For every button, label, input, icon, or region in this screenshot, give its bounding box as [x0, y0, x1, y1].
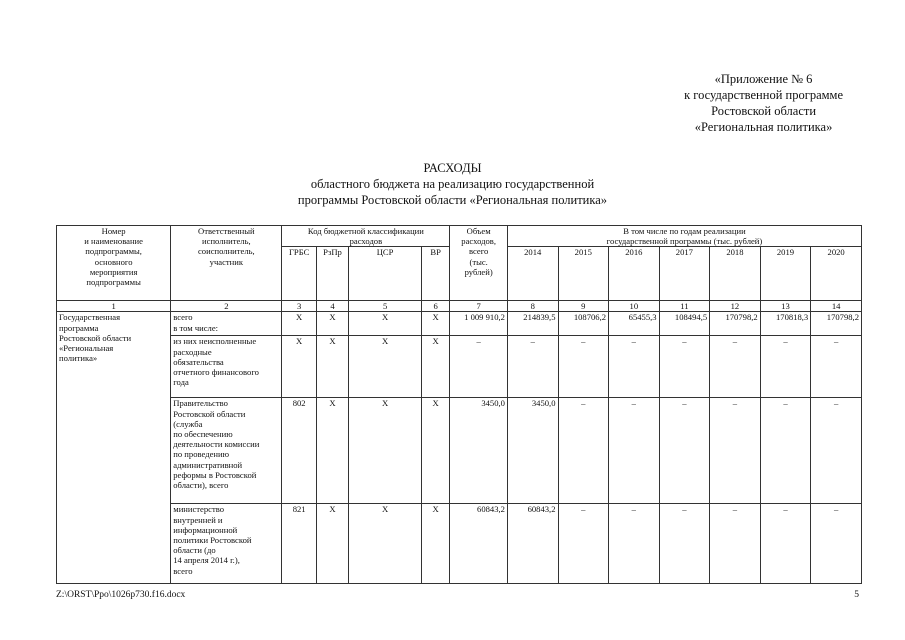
program-name-line: Государственная [59, 312, 121, 323]
executor-line: в том числе: [173, 322, 219, 333]
year-value-cell: – [811, 504, 862, 584]
header-year: 2020 [811, 247, 862, 301]
column-number-row [57, 301, 862, 312]
executor-line: Ростовской области [173, 408, 246, 419]
header-rzpr: РзПр [316, 247, 348, 301]
header-executor-line: соисполнитель, [197, 246, 255, 257]
year-value-cell: – [760, 504, 811, 584]
total-cell: 1 009 910,2 [450, 312, 508, 336]
executor-line: области), всего [173, 480, 229, 491]
column-number: 9 [558, 301, 609, 312]
executor-line: реформы в Ростовской [173, 469, 257, 480]
year-value-cell: – [609, 336, 660, 398]
year-value-cell: 170798,2 [710, 312, 761, 336]
year-value-cell: – [609, 504, 660, 584]
header-year: 2014 [507, 247, 558, 301]
executor-cell [171, 312, 282, 336]
executor-line: всего [173, 312, 193, 323]
executor-line: внутренней и [173, 514, 223, 525]
column-number: 11 [659, 301, 710, 312]
year-value-cell: – [558, 504, 609, 584]
header-year: 2017 [659, 247, 710, 301]
year-value-cell: – [760, 398, 811, 504]
header-vr: ВР [421, 247, 449, 301]
executor-line: года [173, 377, 189, 388]
table-row [57, 336, 862, 398]
header-volume [450, 226, 508, 301]
table-row [57, 504, 862, 584]
program-name [57, 312, 171, 584]
table-row [57, 312, 862, 336]
executor-cell [171, 504, 282, 584]
executor-line: по обеспечению [173, 429, 233, 440]
executor-line: (служба [173, 418, 203, 429]
total-cell: 60843,2 [450, 504, 508, 584]
executor-line: всего [173, 565, 193, 576]
code-grbs-cell: 821 [282, 504, 316, 584]
appendix-line: «Региональная политика» [694, 120, 833, 134]
code-vr-cell: Х [421, 312, 449, 336]
header-csr: ЦСР [349, 247, 422, 301]
code-csr-cell: Х [349, 504, 422, 584]
header-years-line: В том числе по годам реализации [623, 226, 746, 236]
header-volume-line: расходов, [461, 236, 496, 247]
executor-cell [171, 398, 282, 504]
header-years-group [507, 226, 861, 247]
appendix-line: «Приложение № 6 [714, 72, 813, 86]
executor-line: политики Ростовской [173, 535, 252, 546]
year-value-cell: – [811, 398, 862, 504]
header-name-line: Номер [101, 226, 126, 236]
code-csr-cell: Х [349, 312, 422, 336]
header-name-line: мероприятия [89, 266, 138, 277]
year-value-cell: – [609, 398, 660, 504]
program-name-line: политика» [59, 353, 98, 364]
title-line: РАСХОДЫ [423, 161, 482, 175]
header-name-line: и наименование [84, 236, 143, 247]
code-csr-cell: Х [349, 336, 422, 398]
header-name-line: основного [94, 256, 133, 267]
executor-line: расходные [173, 346, 212, 357]
executor-line: административной [173, 459, 243, 470]
header-row [57, 226, 862, 247]
title-line: областного бюджета на реализацию государственной [310, 177, 595, 191]
year-value-cell: – [659, 504, 710, 584]
program-name-line: «Региональная [59, 343, 114, 354]
header-volume-line: всего [468, 246, 489, 257]
year-value-cell: 65455,3 [609, 312, 660, 336]
column-number: 13 [760, 301, 811, 312]
year-value-cell: 214839,5 [507, 312, 558, 336]
column-number: 10 [609, 301, 660, 312]
executor-line: министерство [173, 504, 225, 515]
column-number: 8 [507, 301, 558, 312]
column-number: 4 [316, 301, 348, 312]
executor-line: по проведению [173, 449, 230, 460]
header-years-line: государственной программы (тыс. рублей) [606, 236, 763, 247]
code-vr-cell: Х [421, 504, 449, 584]
document-title [0, 160, 905, 208]
header-executor [171, 226, 282, 301]
header-year: 2016 [609, 247, 660, 301]
executor-line: 14 апреля 2014 г.), [173, 555, 240, 566]
header-year: 2019 [760, 247, 811, 301]
year-value-cell: 60843,2 [507, 504, 558, 584]
total-cell: 3450,0 [450, 398, 508, 504]
title-line: программы Ростовской области «Региональная политика» [297, 193, 608, 207]
executor-line: деятельности комиссии [173, 439, 260, 450]
column-number: 1 [57, 301, 171, 312]
year-value-cell: – [811, 336, 862, 398]
column-number: 7 [450, 301, 508, 312]
executor-line: обязательства [173, 356, 224, 367]
code-vr-cell: Х [421, 398, 449, 504]
executor-line: информационной [173, 524, 238, 535]
total-cell: – [450, 336, 508, 398]
header-name-line: подпрограммы, [85, 246, 142, 257]
year-value-cell: 108706,2 [558, 312, 609, 336]
column-number: 2 [171, 301, 282, 312]
year-value-cell: 3450,0 [507, 398, 558, 504]
appendix-line: Ростовской области [711, 104, 817, 118]
code-csr-cell: Х [349, 398, 422, 504]
executor-line: отчетного финансового [173, 367, 259, 378]
header-name-line: подпрограммы [86, 277, 141, 288]
appendix-heading [684, 71, 843, 135]
year-value-cell: – [659, 336, 710, 398]
code-grbs-cell: Х [282, 336, 316, 398]
code-rzpr-cell: Х [316, 336, 348, 398]
column-number: 5 [349, 301, 422, 312]
code-rzpr-cell: Х [316, 312, 348, 336]
column-number: 14 [811, 301, 862, 312]
header-executor-line: Ответственный [198, 226, 255, 236]
file-path: Z:\ORST\Ppo\1026p730.f16.docx [56, 590, 186, 600]
year-value-cell: – [710, 504, 761, 584]
header-executor-line: участник [209, 256, 244, 267]
header-code-line: расходов [349, 236, 383, 247]
column-number: 3 [282, 301, 316, 312]
code-rzpr-cell: Х [316, 398, 348, 504]
column-number: 12 [710, 301, 761, 312]
year-value-cell: – [710, 398, 761, 504]
year-value-cell: – [558, 398, 609, 504]
header-name [57, 226, 171, 301]
expenses-table [56, 225, 862, 584]
header-year: 2018 [710, 247, 761, 301]
year-value-cell: – [659, 398, 710, 504]
header-volume-line: (тыс. [469, 256, 488, 267]
code-grbs-cell: Х [282, 312, 316, 336]
table-row [57, 398, 862, 504]
column-number: 6 [421, 301, 449, 312]
year-value-cell: – [710, 336, 761, 398]
year-value-cell: 108494,5 [659, 312, 710, 336]
header-volume-line: Объем [466, 226, 491, 236]
program-name-line: программа [59, 322, 99, 333]
executor-line: Правительство [173, 398, 228, 409]
appendix-line: к государственной программе [684, 88, 843, 102]
code-vr-cell: Х [421, 336, 449, 398]
header-code-line: Код бюджетной классификации [307, 226, 424, 236]
executor-cell [171, 336, 282, 398]
executor-line: из них неисполненные [173, 336, 257, 347]
year-value-cell: 170818,3 [760, 312, 811, 336]
year-value-cell: 170798,2 [811, 312, 862, 336]
header-code-group [282, 226, 450, 247]
year-value-cell: – [507, 336, 558, 398]
header-executor-line: исполнитель, [202, 236, 251, 247]
code-grbs-cell: 802 [282, 398, 316, 504]
page-number: 5 [854, 590, 859, 600]
program-name-line: Ростовской области [59, 332, 132, 343]
header-grbs: ГРБС [282, 247, 316, 301]
code-rzpr-cell: Х [316, 504, 348, 584]
year-value-cell: – [760, 336, 811, 398]
executor-line: области (до [173, 545, 216, 556]
header-year: 2015 [558, 247, 609, 301]
header-volume-line: рублей) [464, 266, 493, 277]
year-value-cell: – [558, 336, 609, 398]
